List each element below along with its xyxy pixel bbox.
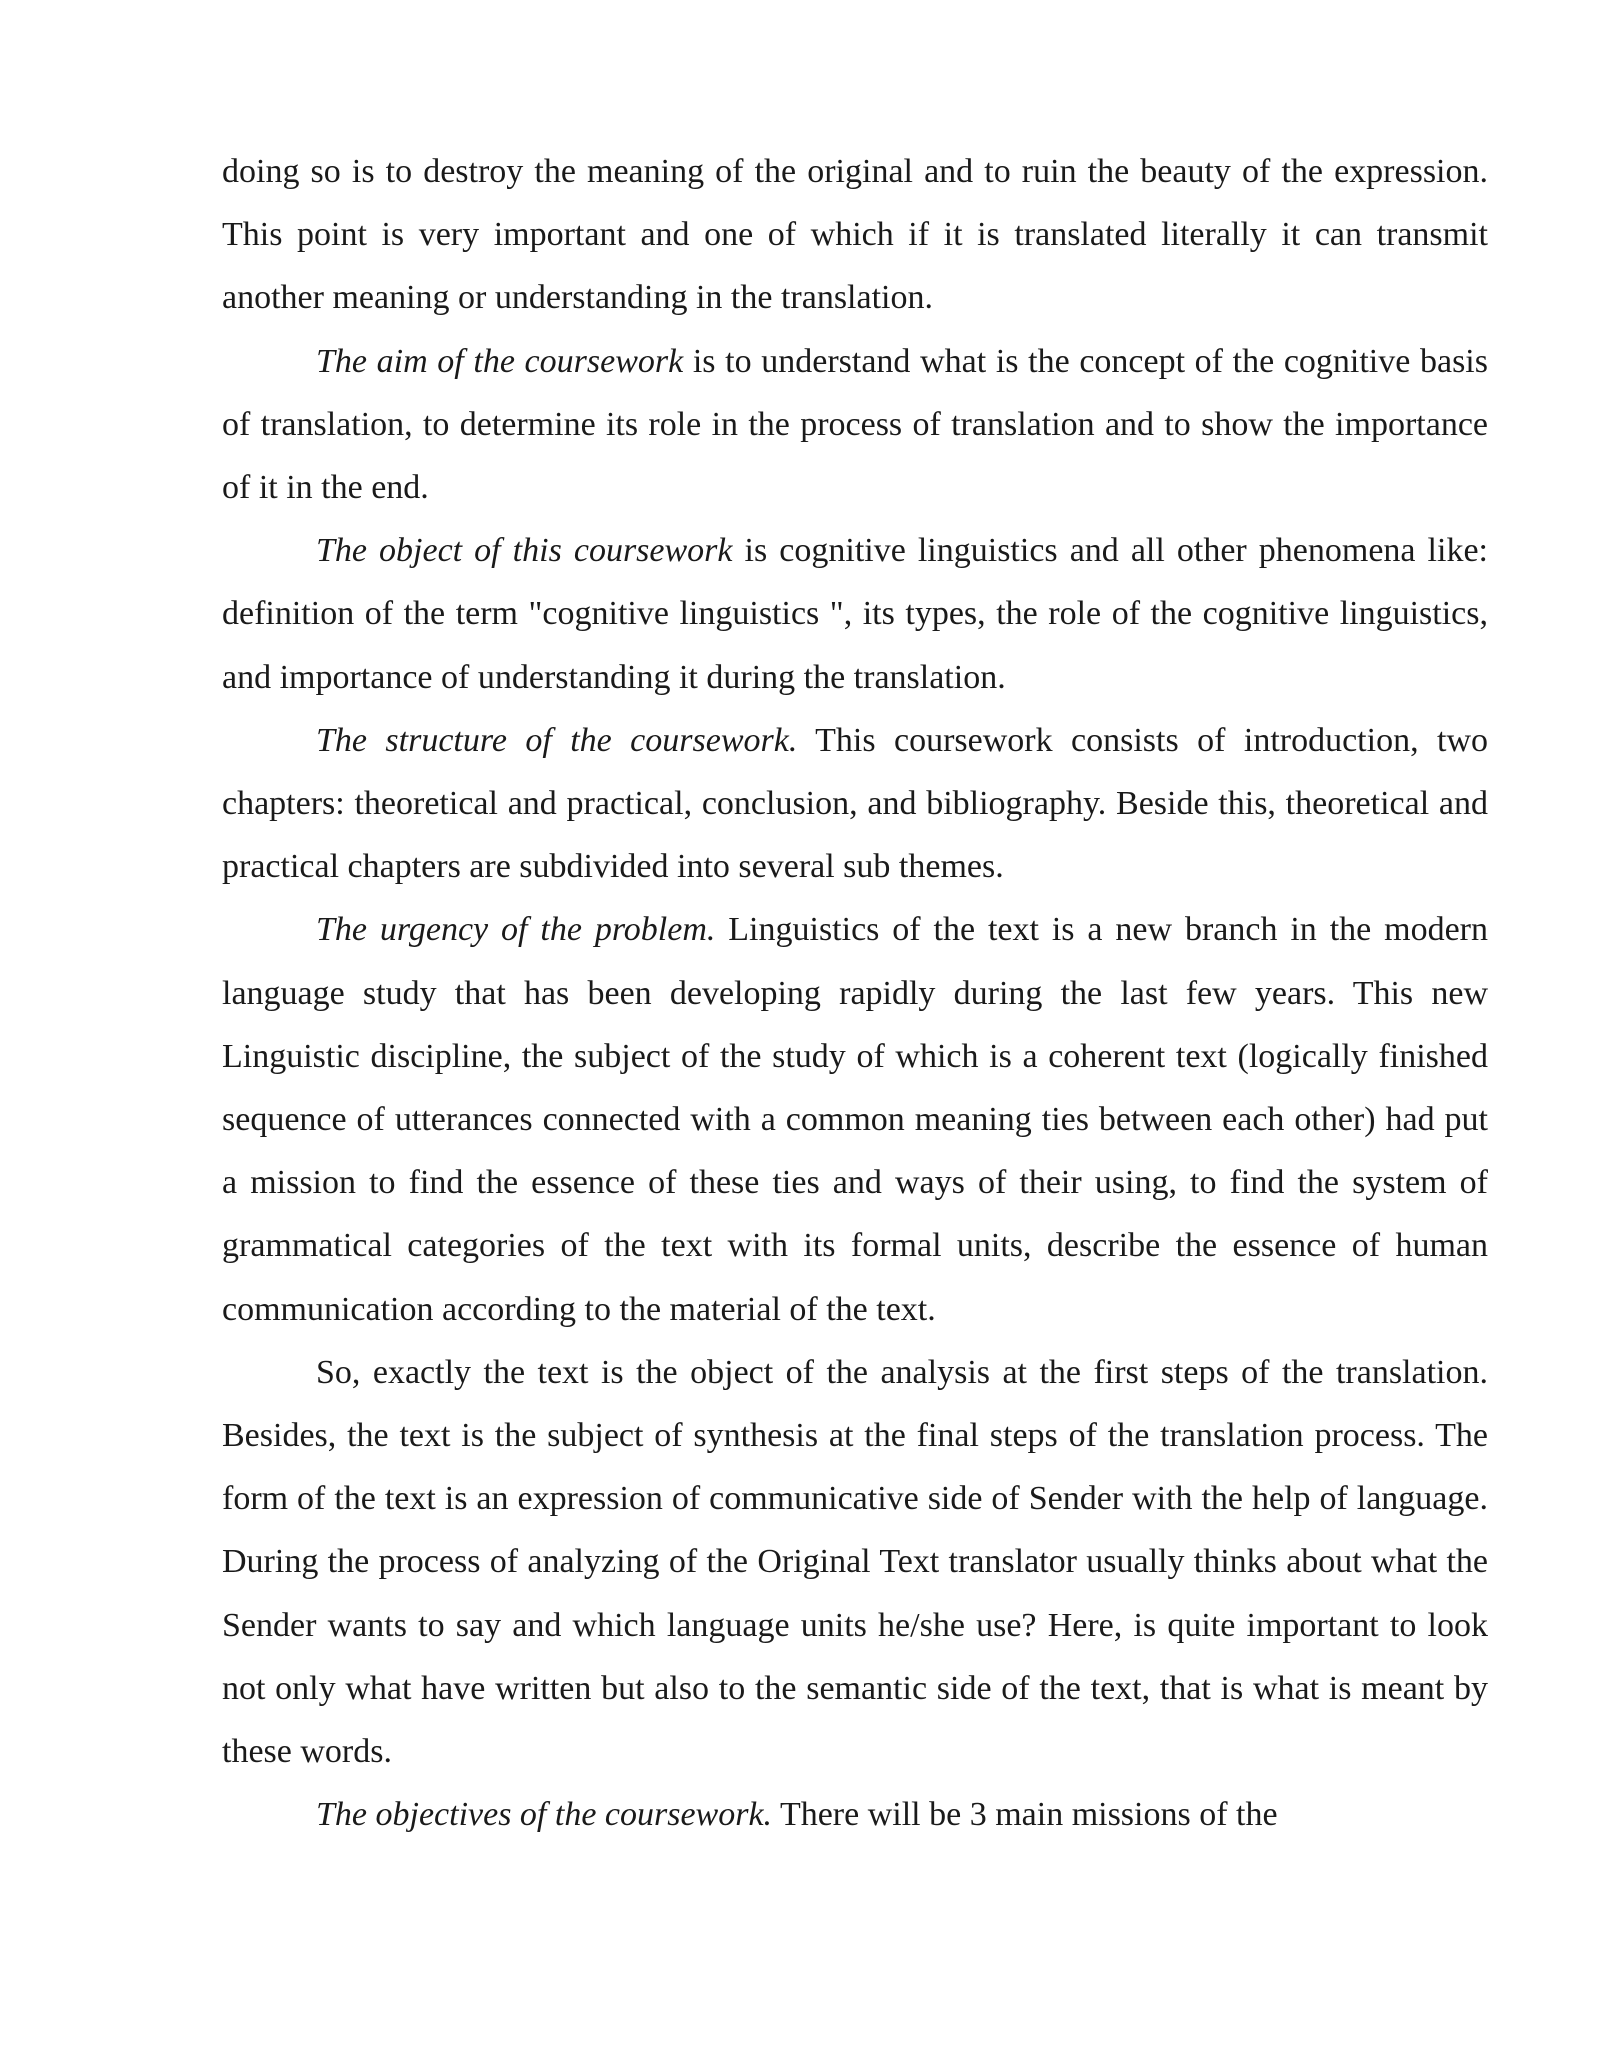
paragraph-analysis [222,1341,1488,1783]
paragraph-text: doing so is to destroy the meaning of the original and to ruin the beauty of the expression. This point is very important and one of which if it is translated literally it can transmit another meaning or understanding in the translation. [222,153,1488,317]
paragraph-urgency [222,898,1488,1340]
paragraph-structure [222,709,1488,899]
body-text [222,140,1488,1846]
paragraph-lead: The object of this coursework [316,532,733,570]
paragraph-object [222,519,1488,709]
paragraph-objectives [222,1783,1488,1846]
paragraph-text: There will be 3 main missions of the [772,1796,1278,1834]
paragraph-aim [222,330,1488,520]
paragraph-lead: The aim of the coursework [316,342,684,380]
paragraph-lead: The structure of the coursework. [316,721,798,759]
paragraph-text: is to understand what is the concept of the cognitive basis of translation, to determine its role in the process of translation and to show the importance of it in the end. [222,342,1488,507]
paragraph-text: So, exactly the text is the object of the analysis at the first steps of the translation. Besides, the text is the subject of synthesis at the final steps of the translation process. The form of the text is an expression of communicative side of Sender with the help of language. During the process of analyzing of the Original Text translator usually thinks about what the Sender wants to say and which language units he/she use? Here, is quite important to look not only what have written but also to the semantic side of the text, that is what is meant by these words. [222,1353,1488,1771]
paragraph-text: Linguistics of the text is a new branch in the modern language study that has been developing rapidly during the last few years. This new Linguistic discipline, the subject of the study of which is a coherent text (logically finished sequence of utterances connected with a common meaning ties between each other) had put a mission to find the essence of these ties and ways of their using, to find the system of grammatical categories of the text with its formal units, describe the essence of human communication according to the material of the text. [222,911,1488,1328]
paragraph-text: is cognitive linguistics and all other phenomena like: definition of the term "cognitive linguistics ", its types, the role of the cognitive linguistics, and importance of understanding it during the translation. [222,532,1488,696]
paragraph-text: This coursework consists of introduction, two chapters: theoretical and practical, conclusion, and bibliography. Beside this, theoretical and practical chapters are subdivided into several sub themes. [222,721,1488,886]
paragraph-continuation [222,140,1488,330]
paragraph-lead: The urgency of the problem. [316,911,716,949]
paragraph-lead: The objectives of the coursework. [316,1796,773,1834]
